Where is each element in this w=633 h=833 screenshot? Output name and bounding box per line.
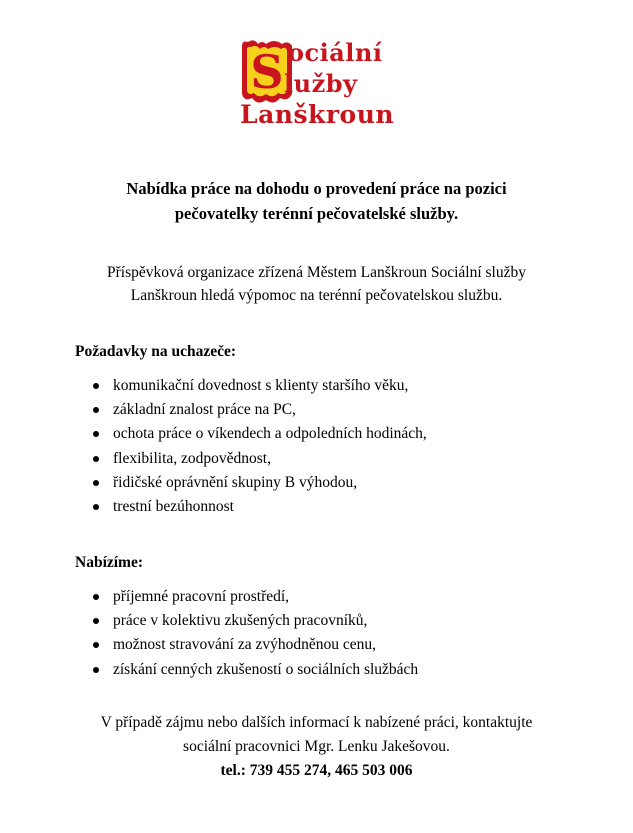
svg-text:S: S [250,45,284,99]
list-item-text: ochota práce o víkendech a odpoledních hodinách, [113,425,427,443]
list-item-text: trestní bezúhonnost [113,498,234,516]
logo-text-line3: Lanškroun [240,100,395,129]
contact-phone: tel.: 739 455 274, 465 503 006 [220,762,413,779]
list-item-text: získání cenných zkušeností o sociálních službách [113,660,419,678]
bullet-icon [93,480,99,486]
requirements-heading: Požadavky na uchazeče: [75,343,237,360]
list-item-text: řidičské oprávnění skupiny B výhodou, [113,473,358,491]
list-item [75,658,418,682]
intro-line-1: Příspěvková organizace zřízená Městem Lanškroun Sociální služby [107,264,526,281]
list-item-text: základní znalost práce na PC, [113,401,296,419]
contact-line-2: sociální pracovnici Mgr. Lenku Jakešovou. [183,738,450,755]
list-item-text: flexibilita, zodpovědnost, [113,449,271,467]
list-item-text: komunikační dovednost s klienty staršího věku, [113,377,409,394]
bullet-icon [93,667,99,673]
list-item [75,585,418,609]
bullet-icon [93,383,99,389]
contact-line-1: V případě zájmu nebo dalších informací k nabízené práci, kontaktujte [100,714,533,731]
list-item [75,609,418,633]
bullet-icon [93,431,99,437]
bullet-icon [93,618,99,624]
bullet-icon [93,594,99,600]
list-item-text: možnost stravování za zvýhodněnou cenu, [113,636,376,654]
list-item-text: práce v kolektivu zkušených pracovníků, [113,612,368,630]
bullet-icon [93,504,99,510]
offer-heading: Nabízíme: [75,554,144,571]
list-item [75,633,418,657]
bullet-icon [93,642,99,648]
list-item [75,398,427,422]
requirements-list [75,374,427,519]
bullet-icon [93,407,99,413]
list-item [75,374,427,398]
list-item [75,471,427,495]
title-line-2: pečovatelky terénní pečovatelské služby. [174,204,459,223]
job-offer-title [40,176,593,226]
list-item-text: příjemné pracovní prostředí, [113,588,290,605]
offer-list [75,585,418,682]
bullet-icon [93,456,99,462]
contact-paragraph [40,711,593,783]
intro-paragraph [40,261,593,307]
logo-text-line1: ociální [288,38,383,67]
intro-line-2: Lanškroun hledá výpomoc na terénní pečovatelskou službu. [130,287,503,304]
list-item [75,495,427,519]
logo-text-line2: lužby [284,69,358,98]
title-line-1: Nabídka práce na dohodu o provedení práce na pozici [126,179,507,198]
socialni-sluzby-logo [236,36,406,132]
list-item [75,447,427,471]
list-item [75,422,427,446]
